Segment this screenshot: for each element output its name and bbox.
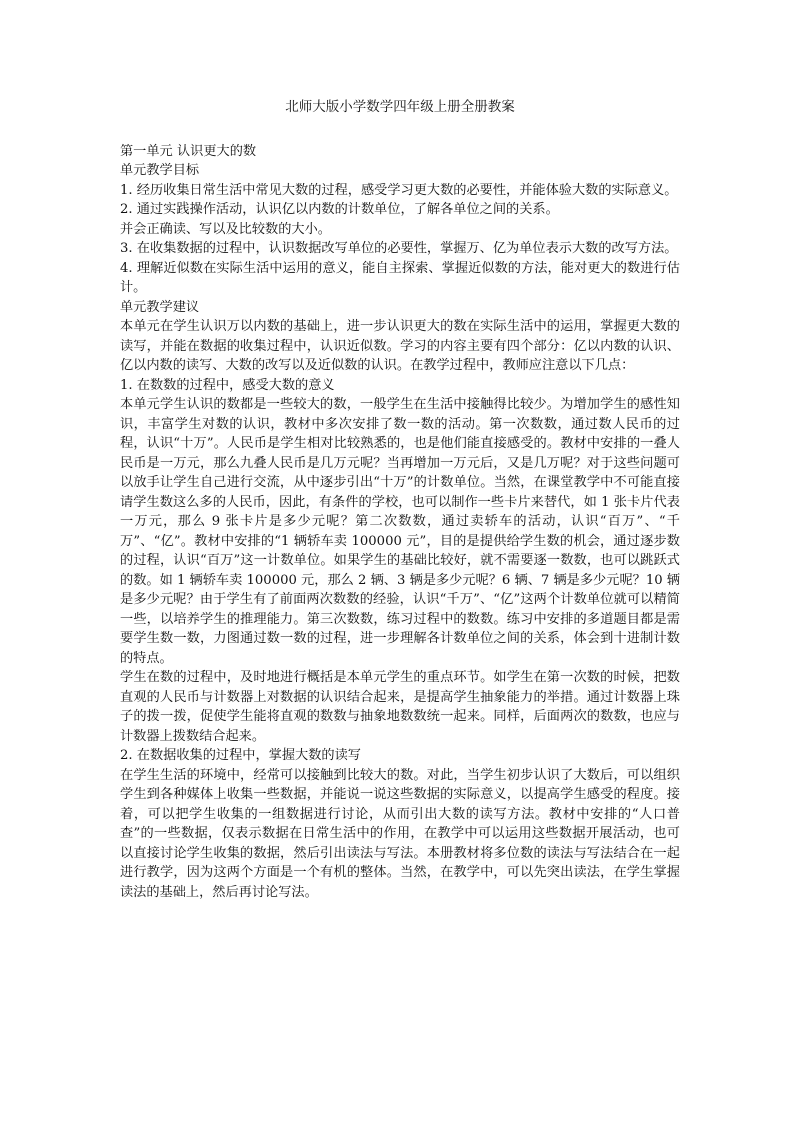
section-heading-suggestions: 单元教学建议 (120, 299, 200, 315)
paragraph-summary: 学生在数的过程中，及时地进行概括是本单元学生的重点环节。如学生在第一次数的时候，把数直观的人民币与计数器上对数据的认识结合起来，是提高学生抽象能力的举措。通过计数器上珠子的拨一拨，促使学生能将直观的数数与抽象地数数统一起来。同样，后面两次的数数，也应与计数器上拨数结合起来。 (120, 670, 680, 744)
paragraph-intro: 本单元在学生认识万以内数的基础上，进一步认识更大的数在实际生活中的运用，掌握更大数的读写，并能在数据的收集过程中，认识近似数。学习的内容主要有四个部分：亿以内数的认识、亿以内数的读写、大数的改写以及近似数的认识。在教学过程中，教师应注意以下几点： (120, 319, 680, 373)
goal-item-3: 3. 在收集数据的过程中，认识数据改写单位的必要性，掌握万、亿为单位表示大数的改写方法。 (120, 241, 678, 256)
paragraph-counting: 本单元学生认识的数都是一些较大的数，一般学生在生活中接触得比较少。为增加学生的感性知识，丰富学生对数的认识，教材中多次安排了数一数的活动。第一次数数，通过数人民币的过程，认识“十万”。人民币是学生相对比较熟悉的，也是他们能直接感受的。教材中安排的一叠人民币是一万元，那么九叠人民币是几万元呢？当再增加一万元后，又是几万呢？对于这些问题可以放手让学生自己进行交流，从中逐步引出“十万”的计数单位。当然，在课堂教学中不可能直接请学生数这么多的人民币，因此，有条件的学校，也可以制作一些卡片来替代，如 1 张卡片代表一万元，那么 9 张卡片是多少元呢？第二次数数，通过卖轿车的活动，认识“百万”、“千万”、“亿”。教材中安排的“1 辆轿车卖 100000 元”，目的是提供给学生数的机会，通过逐步数的过程，认识“百万”这一计数单位。如果学生的基础比较好，就不需要逐一数数，也可以跳跃式的数。如 1 辆轿车卖 100000 元，那么 2 辆、3 辆是多少元呢？6 辆、7 辆是多少元呢？10 辆是多少元呢？由于学生有了前面两次数数的经验，认识“千万”、“亿”这两个计数单位就可以精简一些，以培养学生的推理能力。第三次数数，练习过程中的数数。练习中安排的多道题目都是需要学生数一数，力图通过数一数的过程，进一步理解各计数单位之间的关系，体会到十进制计数的特点。 (120, 397, 680, 666)
goal-item-1: 1. 经历收集日常生活中常见大数的过程，感受学习更大数的必要性，并能体验大数的实际意义。 (120, 182, 678, 198)
subsection-heading-1: 1. 在数数的过程中，感受大数的意义 (120, 377, 335, 393)
unit-heading: 第一单元 认识更大的数 (120, 143, 257, 159)
goal-item-2-continued: 并会正确读、写以及比较数的大小。 (120, 221, 331, 237)
paragraph-reading-writing: 在学生生活的环境中，经常可以接触到比较大的数。对此，当学生初步认识了大数后，可以组织学生到各种媒体上收集一些数据，并能说一说这些数据的实际意义，以提高学生感受的程度。接着，可以把学生收集的一组数据进行讨论，从而引出大数的读写方法。教材中安排的“人口普查”的一些数据，仅表示数据在日常生活中的作用，在教学中可以运用这些数据开展活动，也可以直接讨论学生收集的数据，然后引出读法与写法。本册教材将多位数的读法与写法结合在一起进行教学，因为这两个方面是一个有机的整体。当然，在教学中，可以先突出读法，在学生掌握读法的基础上，然后再讨论写法。 (120, 767, 680, 900)
goal-item-4: 4. 理解近似数在实际生活中运用的意义，能自主探索、掌握近似数的方法，能对更大的数进行估计。 (120, 260, 680, 295)
document-title: 北师大版小学数学四年级上册全册教案 (285, 99, 515, 115)
section-heading-goals: 单元教学目标 (120, 163, 200, 178)
subsection-heading-2: 2. 在数据收集的过程中，掌握大数的读写 (120, 748, 361, 763)
goal-item-2: 2. 通过实践操作活动，认识亿以内数的计数单位，了解各单位之间的关系。 (120, 202, 559, 217)
document-page (120, 98, 680, 902)
